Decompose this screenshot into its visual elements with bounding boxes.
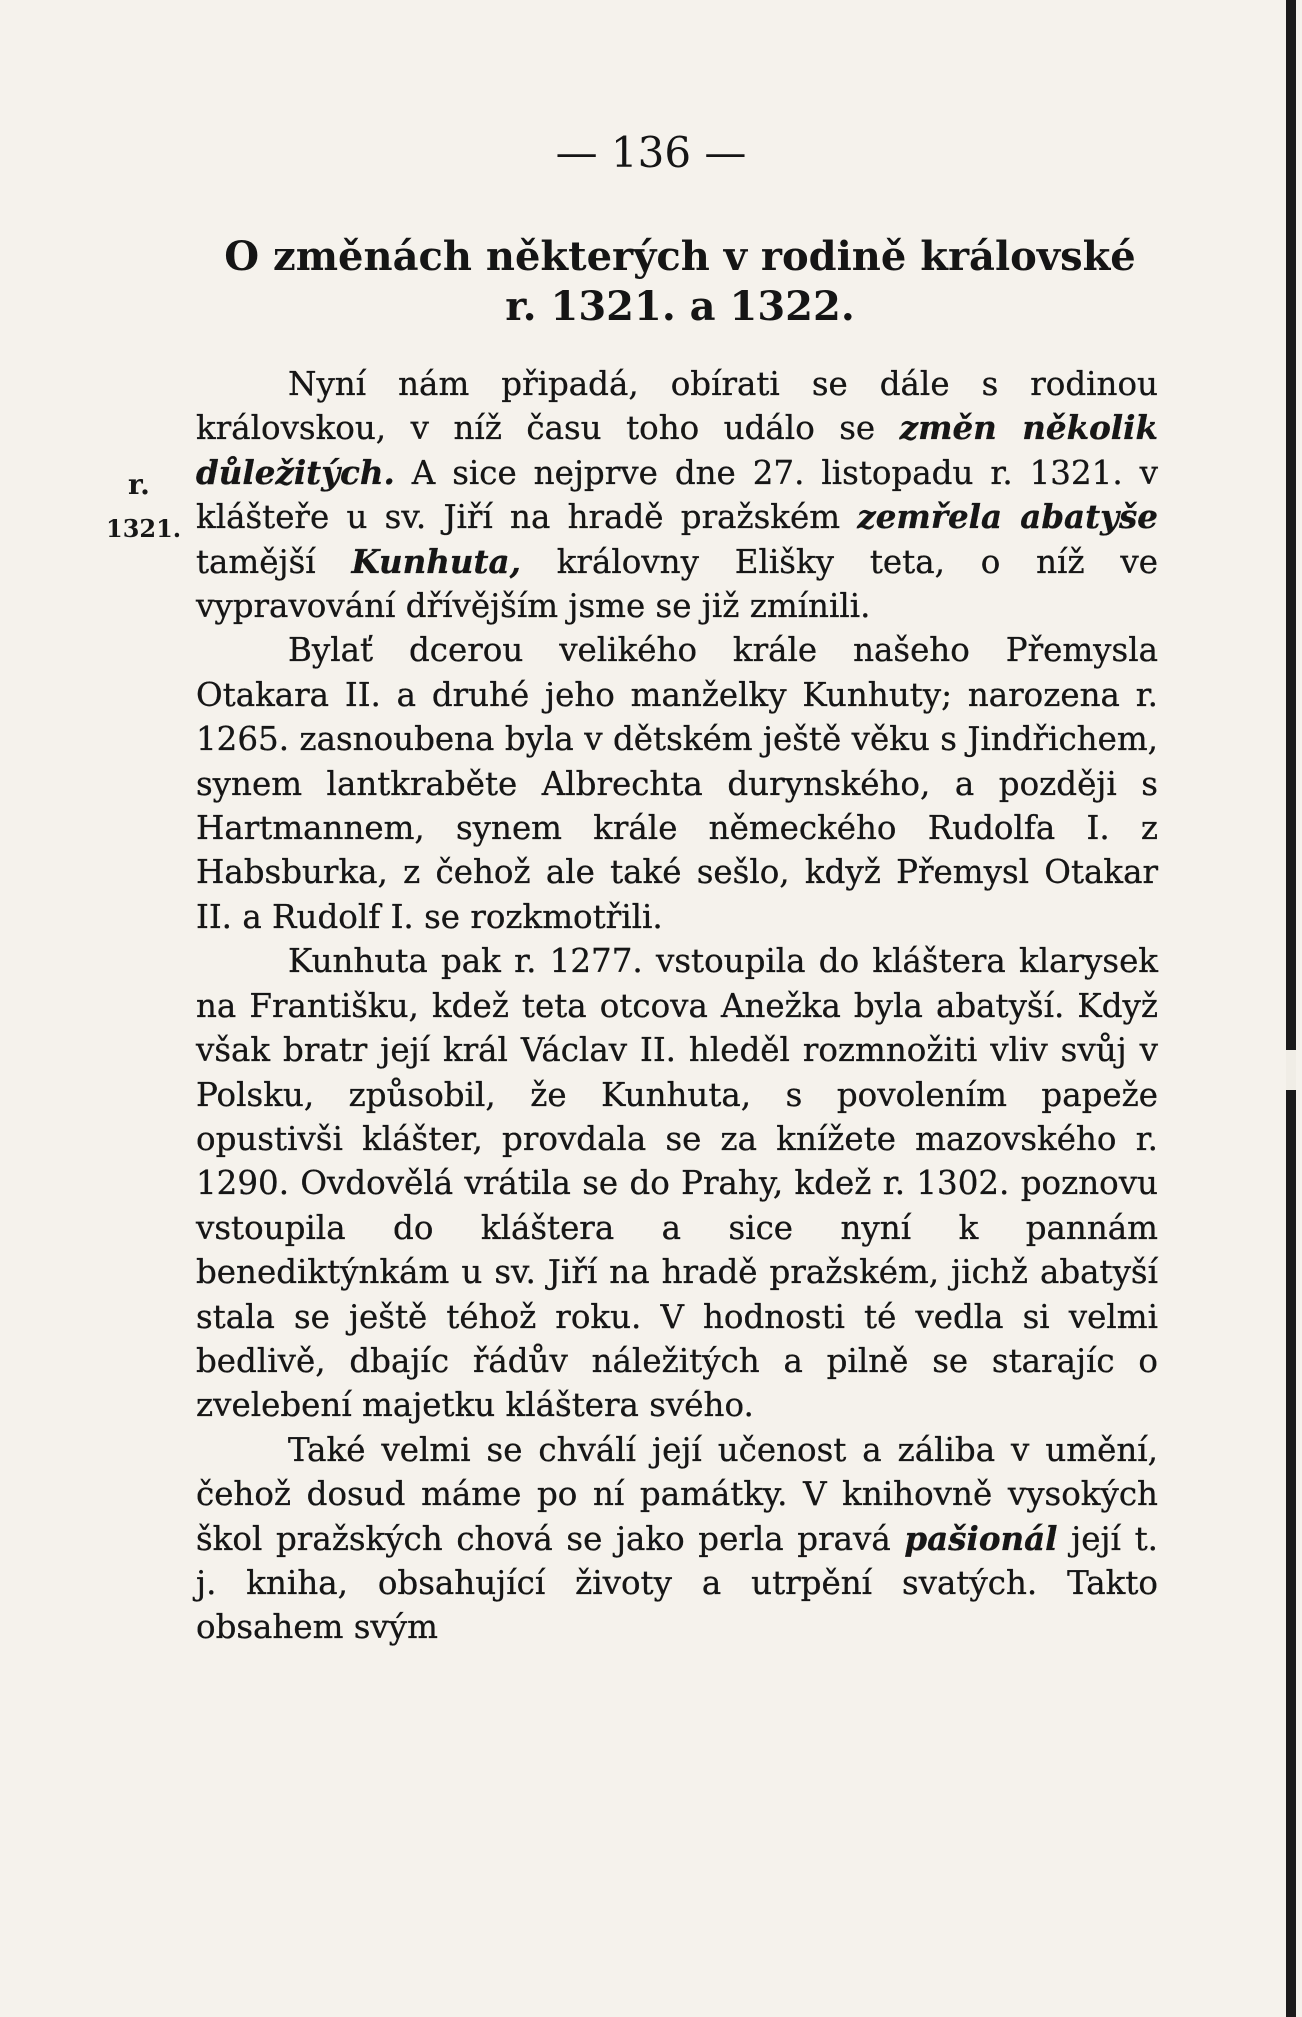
paragraph-1-text-c: tamější (196, 542, 352, 581)
chapter-heading-line2: r. 1321. a 1322. (505, 283, 855, 330)
paragraph-4-text-a: Také velmi se chválí její učenost a záliba v umění, čehož dosud máme po ní památky. V knihovně vysokých škol pražských chová se jako perla pravá (196, 1430, 1158, 1558)
paragraph-1-emphasis-c: Kunhuta, (351, 541, 521, 581)
margin-note-prefix: r. (128, 468, 150, 501)
page-edge-gap (1286, 1050, 1296, 1090)
chapter-heading (190, 232, 1170, 332)
page-edge-shadow (1286, 0, 1296, 2017)
paragraph-1-text-d: královny Elišky teta, o níž ve vypravování dřívějším jsme se již zmínili. (196, 542, 1158, 626)
paragraph-1-emphasis-a: změn několik důležitých. (196, 408, 1158, 492)
paragraph-2: Bylať dcerou velikého krále našeho Přemysla Otakara II. a druhé jeho manželky Kunhuty; narozena r. 1265. zasnoubena byla v dětském ještě věku s Jindřichem, synem lantkraběte Albrechta durynského, a později s Hartmannem, synem krále německého Rudolfa I. z Habsburka, z čehož ale také sešlo, když Přemysl Otakar II. a Rudolf I. se rozkmotřili. (196, 631, 1158, 936)
paragraph-4 (196, 1428, 1158, 1650)
paragraph-1-emphasis-b: zemřela abatyše (857, 497, 1158, 537)
page-number: — 136 — (555, 128, 747, 177)
paragraph-4-text-b: její t. j. kniha, obsahující životy a utrpění svatých. Takto obsahem svým (196, 1519, 1158, 1647)
paragraph-1 (196, 362, 1158, 628)
paragraph-3: Kunhuta pak r. 1277. vstoupila do kláštera klarysek na Františku, kdež teta otcova Anežka byla abatyší. Když však bratr její král Václav II. hleděl rozmnožiti vliv svůj v Polsku, způsobil, že Kunhuta, s povolením papeže opustivši klášter, provdala se za knížete mazovského r. 1290. Ovdovělá vrátila se do Prahy, kdež r. 1302. poznovu vstoupila do kláštera a sice nyní k pannám benediktýnkám u sv. Jiří na hradě pražském, jichž abatyší stala se ještě téhož roku. V hodnosti té vedla si velmi bedlivě, dbajíc řádův náležitých a pilně se starajíc o zvelebení majetku kláštera svého. (196, 942, 1158, 1425)
paragraph-4-emphasis: pašionál (904, 1518, 1058, 1558)
paragraph-1-text-b: A sice nejprve dne 27. listopadu r. 1321. v klášteře u sv. Jiří na hradě pražském (196, 453, 1158, 537)
paragraph-1-text-a: Nyní nám připadá, obírati se dále s rodinou královskou, v níž času toho událo se (196, 365, 1158, 448)
body-text (196, 362, 1158, 1650)
margin-note-year: 1321. (106, 514, 182, 543)
chapter-heading-line1: O změnách některých v rodině královské (224, 233, 1136, 280)
